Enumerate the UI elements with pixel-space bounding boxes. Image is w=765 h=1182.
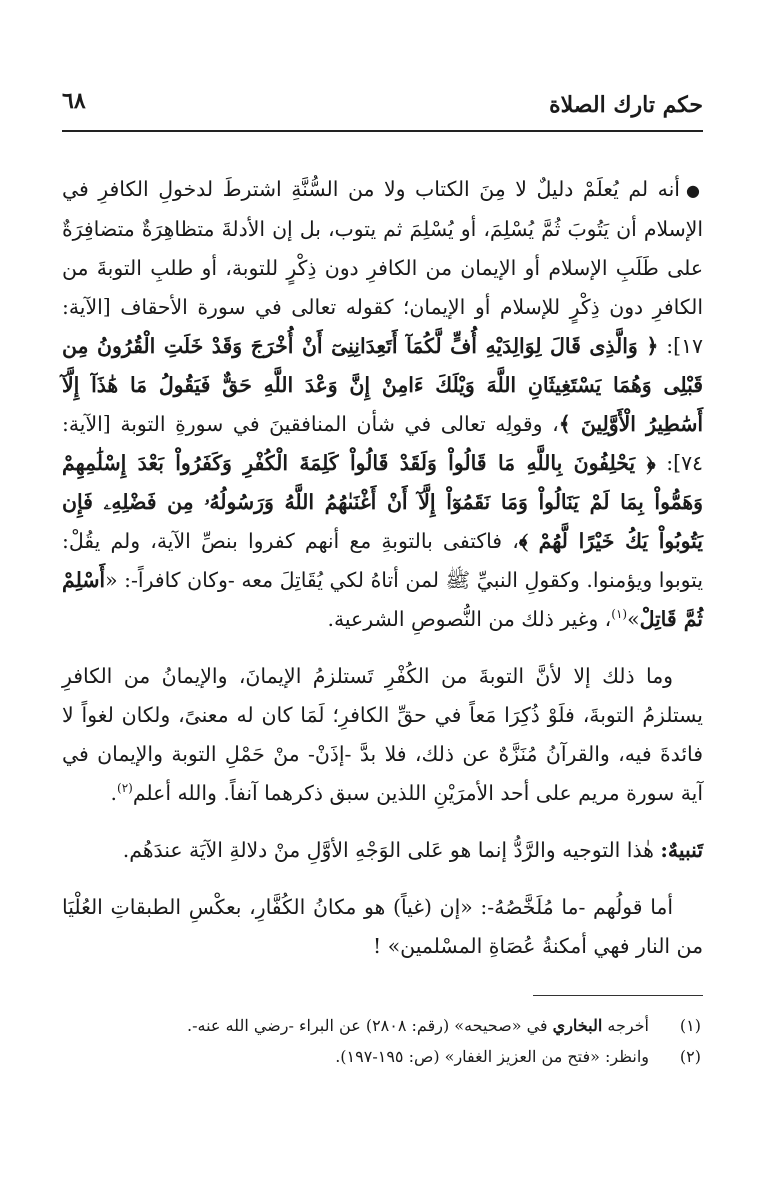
bullet-icon: ●: [685, 181, 703, 200]
footnotes: [62, 995, 703, 1072]
paragraph-1-text-b: ، وقولِه تعالى في شأن المنافقينَ في سورةِ التوبة [الآية: ٧٤]:: [62, 412, 703, 475]
footnote-number: (١): [679, 1016, 701, 1035]
paragraph-3-note: [62, 831, 703, 870]
paragraph-2: [62, 657, 703, 813]
running-title: حكم تارك الصلاة: [549, 92, 703, 118]
paragraph-4: [62, 888, 703, 966]
footnote-1-source: البخاري: [552, 1016, 603, 1035]
note-text: هٰذا التوجيه والرَّدُّ إنما هو عَلى الوَجْهِ الأوَّلِ منْ دلالةِ الآيَة عندَهُم.: [122, 838, 661, 862]
footnote-ref-1[interactable]: (١): [611, 607, 628, 622]
paragraph-4-text: أما قولُهم -ما مُلَخَّصُهُ-: «إن (غياً) هو مكانُ الكُفَّارِ، بعكْسِ الطبقاتِ العُلْيَا من النار فهي أمكنةُ عُصَاةِ المسْلمين» !: [62, 895, 703, 958]
hadith-quote: أَسْلِمْ ثُمَّ قَاتِلْ: [62, 568, 703, 631]
main-text: [62, 170, 703, 966]
page-number: ٦٨: [62, 88, 86, 114]
paragraph-1: [62, 170, 703, 639]
footnote-divider: [533, 995, 703, 996]
footnote-text: [187, 1010, 649, 1041]
paragraph-1-text-c: ، فاكتفى بالتوبةِ مع أنهم كفروا بنصِّ الآية، ولم يقُلْ: يتوبوا ويؤمنوا. وكقولِ النبيِّ ﷺ لمن أتاهُ لكي يُقَاتِلَ معه -وكان كافراً-: «: [62, 529, 703, 592]
note-label: تَنبيهٌ:: [660, 838, 703, 862]
paragraph-1-text-d: »: [627, 607, 640, 631]
paragraph-2-text: وما ذلك إلا لأنَّ التوبةَ من الكُفْرِ تَستلزمُ الإيمانَ، والإيمانُ من الكافرِ يستلزمُ التوبةَ، فلَوْ ذُكِرَا مَعاً في حقِّ الكافرِ؛ لَمَا كان له معنىً، ولكان لغواً لا فائدةَ فيه، والقرآنُ مُنَزَّهٌ عن ذلك، فلا بدَّ -إذَنْ- منْ حَمْلِ التوبة والإيمان في آية سورة مريم على أحد الأمرَيْنِ اللذين سبق ذكرهما آنفاً. والله أعلم: [62, 664, 703, 805]
footnote-2: [62, 1041, 703, 1072]
footnote-1-text-a: أخرجه: [602, 1016, 649, 1035]
footnote-1-text-b: في «صحيحه» (رقم: ٢٨٠٨) عن البراء -رضي الله عنه-.: [187, 1016, 553, 1035]
footnote-1: [62, 1010, 703, 1041]
paragraph-1-text-e: ، وغير ذلك من النُّصوصِ الشرعية.: [327, 607, 612, 631]
footnote-text: وانظر: «فتح من العزيز الغفار» (ص: ١٩٥-١٩٧).: [335, 1047, 649, 1066]
quran-verse-tawbah: ﴿ يَحْلِفُونَ بِاللَّهِ مَا قَالُواْ وَلَقَدْ قَالُواْ كَلِمَةَ الْكُفْرِ وَكَفَرُواْ بَعْدَ إِسْلَٰمِهِمْ وَهَمُّواْ بِمَا لَمْ يَنَالُواْ وَمَا نَقَمُوٓاْ إِلَّآ أَنْ أَغْنَىٰهُمُ اللَّهُ وَرَسُولُهُۥ مِن فَضْلِهِۦ فَإِن يَتُوبُواْ يَكُ خَيْرًا لَّهُمْ ﴾: [62, 451, 703, 553]
paragraph-2-end: .: [110, 781, 117, 805]
footnote-number: (٢): [679, 1047, 701, 1066]
quran-verse-ahqaf: ﴿ وَالَّذِى قَالَ لِوَالِدَيْهِ أُفٍّ لَّكُمَآ أَتَعِدَانِنِىٓ أَنْ أُخْرَجَ وَقَدْ خَلَتِ الْقُرُونُ مِن قَبْلِى وَهُمَا يَسْتَغِيثَانِ اللَّهَ وَيْلَكَ ءَامِنْ إِنَّ وَعْدَ اللَّهِ حَقٌّ فَيَقُولُ مَا هَٰذَآ إِلَّآ أَسَٰطِيرُ الْأَوَّلِينَ ﴾: [62, 334, 703, 436]
footnote-ref-2[interactable]: (٢): [117, 781, 133, 796]
page-header: [62, 88, 703, 132]
paragraph-1-text-a: أنه لم يُعلَمْ دليلٌ لا مِنَ الكتاب ولا من السُّنَّةِ اشترطَ لدخولِ الكافرِ في الإسلام أن يَتُوبَ ثُمَّ يُسْلِمَ، أو يُسْلِمَ ثم يتوب، بل إن الأدلةَ متظاهِرَةٌ متضافِرَةٌ على طَلَبِ الإسلام أو الإيمان من الكافرِ دون ذِكْرٍ للتوبة، أو طلبِ التوبةَ من الكافرِ دون ذِكْرٍ للإسلام أو الإيمان؛ كقوله تعالى في سورة الأحقاف [الآية: ١٧]:: [62, 177, 703, 358]
